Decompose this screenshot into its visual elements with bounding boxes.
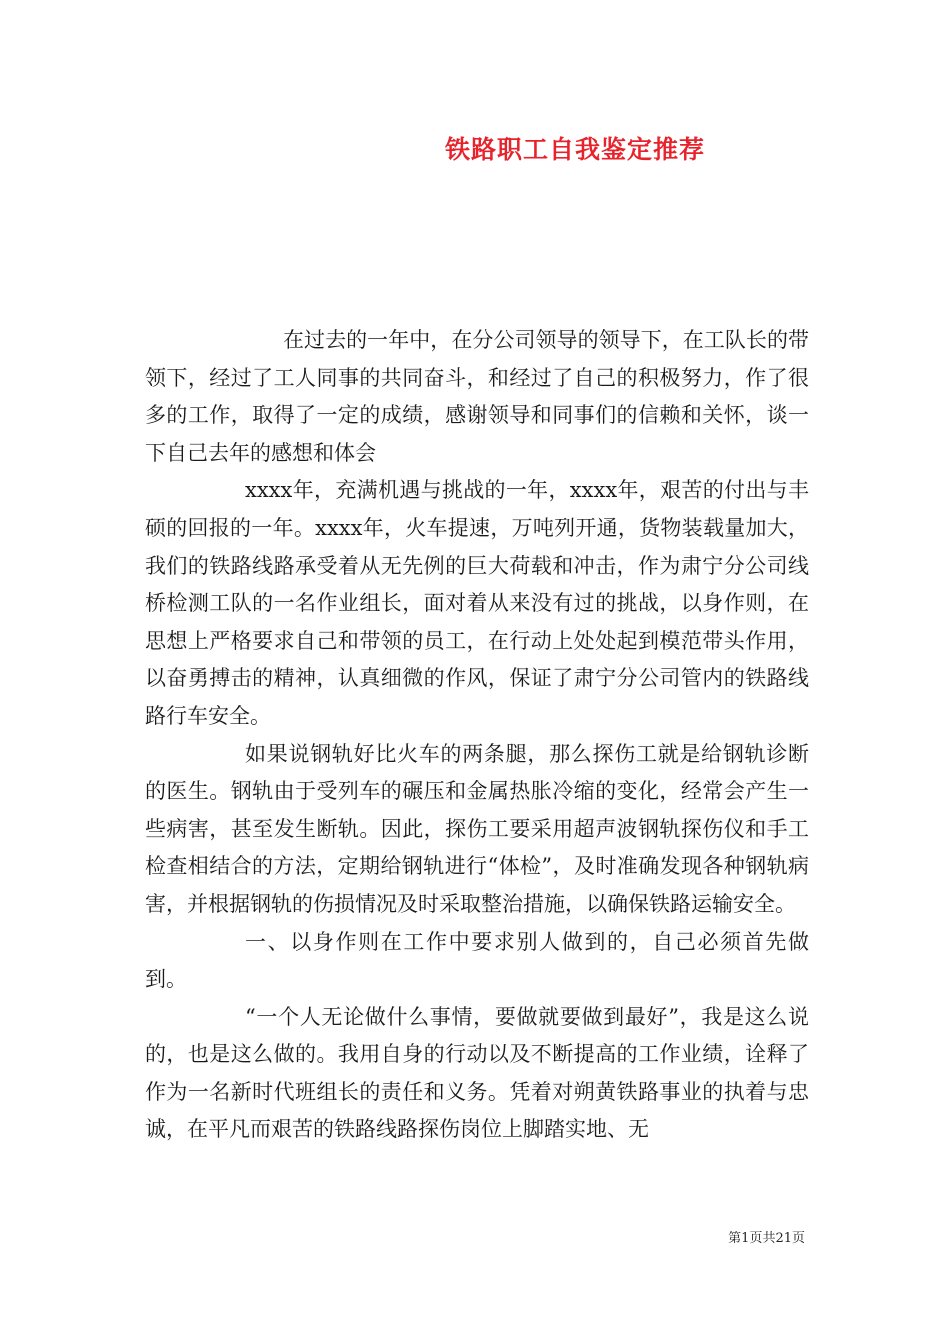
page-number: 第1页共21页 xyxy=(728,1231,805,1246)
section-heading-lead-by-example: 一、以身作则在工作中要求别人做到的，自己必须首先做到。 xyxy=(145,929,809,992)
paragraph-year-summary: xxxx年，充满机遇与挑战的一年，xxxx年，艰苦的付出与丰硕的回报的一年。xxxx年，火车提速，万吨列开通，货物装载量加大，我们的铁路线路承受着从无先例的巨大荷载和冲击，作为肃宁分公司线桥检测工队的一名作业组长，面对着从来没有过的挑战，以身作则，在思想上严格要求自己和带领的员工，在行动上处处起到模范带头作用，以奋勇搏击的精神，认真细微的作风，保证了肃宁分公司管内的铁路线路行车安全。 xyxy=(145,478,809,728)
paragraph-intro: 在过去的一年中，在分公司领导的领导下，在工队长的带领下，经过了工人同事的共同奋斗，和经过了自己的积极努力，作了很多的工作，取得了一定的成绩，感谢领导和同事们的信赖和关怀，谈一下自己去年的感想和体会 xyxy=(145,328,809,465)
document-title: 铁路职工自我鉴定推荐 xyxy=(444,135,705,164)
paragraph-rail-doctor: 如果说钢轨好比火车的两条腿，那么探伤工就是给钢轨诊断的医生。钢轨由于受列车的碾压和金属热胀冷缩的变化，经常会产生一些病害，甚至发生断轨。因此，探伤工要采用超声波钢轨探伤仪和手工检查相结合的方法，定期给钢轨进行“体检”，及时准确发现各种钢轨病害，并根据钢轨的伤损情况及时采取整治措施，以确保铁路运输安全。 xyxy=(145,741,809,916)
document-body xyxy=(145,322,809,1149)
paragraph-do-best: “一个人无论做什么事情，要做就要做到最好”，我是这么说的，也是这么做的。我用自身的行动以及不断提高的工作业绩，诠释了作为一名新时代班组长的责任和义务。凭着对朔黄铁路事业的执着与忠诚，在平凡而艰苦的铁路线路探伤岗位上脚踏实地、无 xyxy=(145,1004,809,1142)
